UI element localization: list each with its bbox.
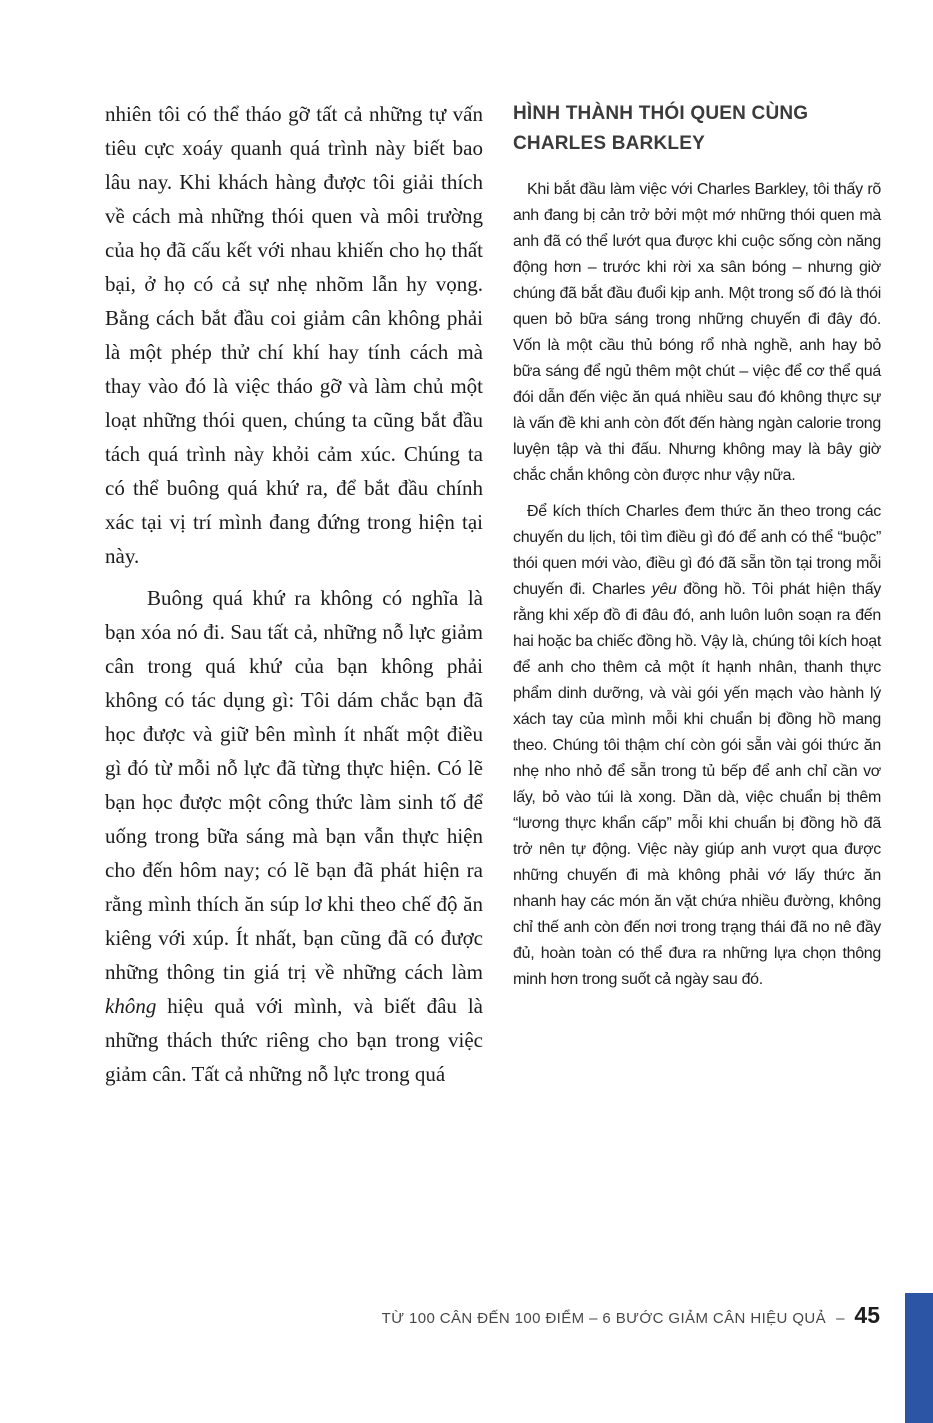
italic-text: yêu bbox=[651, 581, 677, 598]
body-text: Để kích thích Charles đem thức ăn theo trong các chuyến du lịch, tôi tìm điều gì đó để anh có thể “buộc” thói quen mới vào, điều gì đó đã sẵn tồn tại trong mỗi chuyến đi. Charles bbox=[513, 503, 881, 598]
sidebar-heading bbox=[513, 99, 881, 159]
page-content bbox=[105, 97, 881, 1099]
footer-separator-dash: – bbox=[836, 1310, 845, 1327]
sidebar-body bbox=[513, 177, 881, 993]
body-text: hiệu quả với mình, và biết đâu là những thách thức riêng cho bạn trong việc giảm cân. Tất cả những nỗ lực trong quá bbox=[105, 994, 483, 1086]
page-footer bbox=[382, 1302, 880, 1329]
footer-running-title: TỪ 100 CÂN ĐẾN 100 ĐIỂM – 6 BƯỚC GIẢM CÂN HIỆU QUẢ bbox=[381, 1310, 827, 1327]
sidebar-heading-line1: HÌNH THÀNH THÓI QUEN CÙNG bbox=[513, 103, 809, 124]
paragraph bbox=[105, 581, 483, 1091]
main-text-column bbox=[105, 97, 483, 1099]
paragraph bbox=[513, 499, 881, 993]
body-text: nhiên tôi có thể tháo gỡ tất cả những tự vấn tiêu cực xoáy quanh quá trình này biết bao lâu nay. Khi khách hàng được tôi giải thích về cách mà những thói quen và môi trường của họ đã cấu kết với nhau khiến cho họ thất bại, ở họ có cả sự nhẹ nhõm lẫn hy vọng. Bằng cách bắt đầu coi giảm cân không phải là một phép thử chí khí hay tính cách mà thay vào đó là việc tháo gỡ và làm chủ một loạt những thói quen, chúng ta cũng bắt đầu tách quá trình này khỏi cảm xúc. Chúng ta có thể buông quá khứ ra, để bắt đầu chính xác tại vị trí mình đang đứng trong hiện tại này. bbox=[105, 102, 483, 568]
body-text: Buông quá khứ ra không có nghĩa là bạn xóa nó đi. Sau tất cả, những nỗ lực giảm cân trong quá khứ của bạn không phải không có tác dụng gì: Tôi dám chắc bạn đã học được và giữ bên mình ít nhất một điều gì đó từ mỗi nỗ lực đã từng thực hiện. Có lẽ bạn học được một công thức làm sinh tố để uống trong bữa sáng mà bạn vẫn thực hiện cho đến hôm nay; có lẽ bạn đã phát hiện ra rằng mình thích ăn súp lơ khi theo chế độ ăn kiêng với xúp. Ít nhất, bạn cũng đã có được những thông tin giá trị về những cách làm bbox=[105, 586, 483, 984]
page-number: 45 bbox=[854, 1302, 880, 1328]
body-text: đồng hồ. Tôi phát hiện thấy rằng khi xếp đồ đi đâu đó, anh luôn luôn soạn ra đến hai hoặc ba chiếc đồng hồ. Vậy là, chúng tôi kích hoạt để anh cho thêm cả một ít hạnh nhân, thanh thực phẩm dinh dưỡng, và vài gói yến mạch vào hành lý xách tay của mình mỗi khi chuẩn bị đồng hồ mang theo. Chúng tôi thậm chí còn gói sẵn vài gói thức ăn nhẹ nho nhỏ để sẵn trong tủ bếp để anh chỉ cần vơ lấy, bỏ vào túi là xong. Dần dà, việc chuẩn bị thêm “lương thực khẩn cấp” mỗi khi chuẩn bị đồng hồ đã trở nên tự động. Việc này giúp anh vượt qua được những chuyến đi mà không phải vớ lấy thức ăn nhanh hay các món ăn vặt chứa nhiều đường, không chỉ thế anh còn đến nơi trong trạng thái đã no nê đầy đủ, hoàn toàn có thể đưa ra những lựa chọn thông minh hơn trong suốt cả ngày sau đó. bbox=[513, 581, 882, 988]
sidebar-heading-line2: CHARLES BARKLEY bbox=[513, 133, 705, 154]
paragraph bbox=[513, 177, 881, 489]
italic-text: không bbox=[105, 994, 157, 1018]
sidebar-charles-barkley bbox=[513, 97, 881, 1099]
body-text: Khi bắt đầu làm việc với Charles Barkley, tôi thấy rõ anh đang bị cản trở bởi một mớ những thói quen mà anh đã có thể lướt qua được khi cuộc sống còn năng động hơn – trước khi rời xa sân bóng – nhưng giờ chúng đã bắt đầu đuổi kịp anh. Một trong số đó là thói quen bỏ bữa sáng trong những chuyến đi đây đó. Vốn là một cầu thủ bóng rổ nhà nghề, anh hay bỏ bữa sáng để ngủ thêm một chút – việc để cơ thể quá đói dẫn đến việc ăn quá nhiều sau đó không thực sự là vấn đề khi anh còn đốt đến hàng ngàn calorie trong luyện tập và thi đấu. Nhưng không may là bây giờ chắc chắn không còn được như vậy nữa. bbox=[513, 181, 881, 484]
paragraph bbox=[105, 97, 483, 573]
chapter-tab-bar bbox=[905, 1293, 933, 1423]
